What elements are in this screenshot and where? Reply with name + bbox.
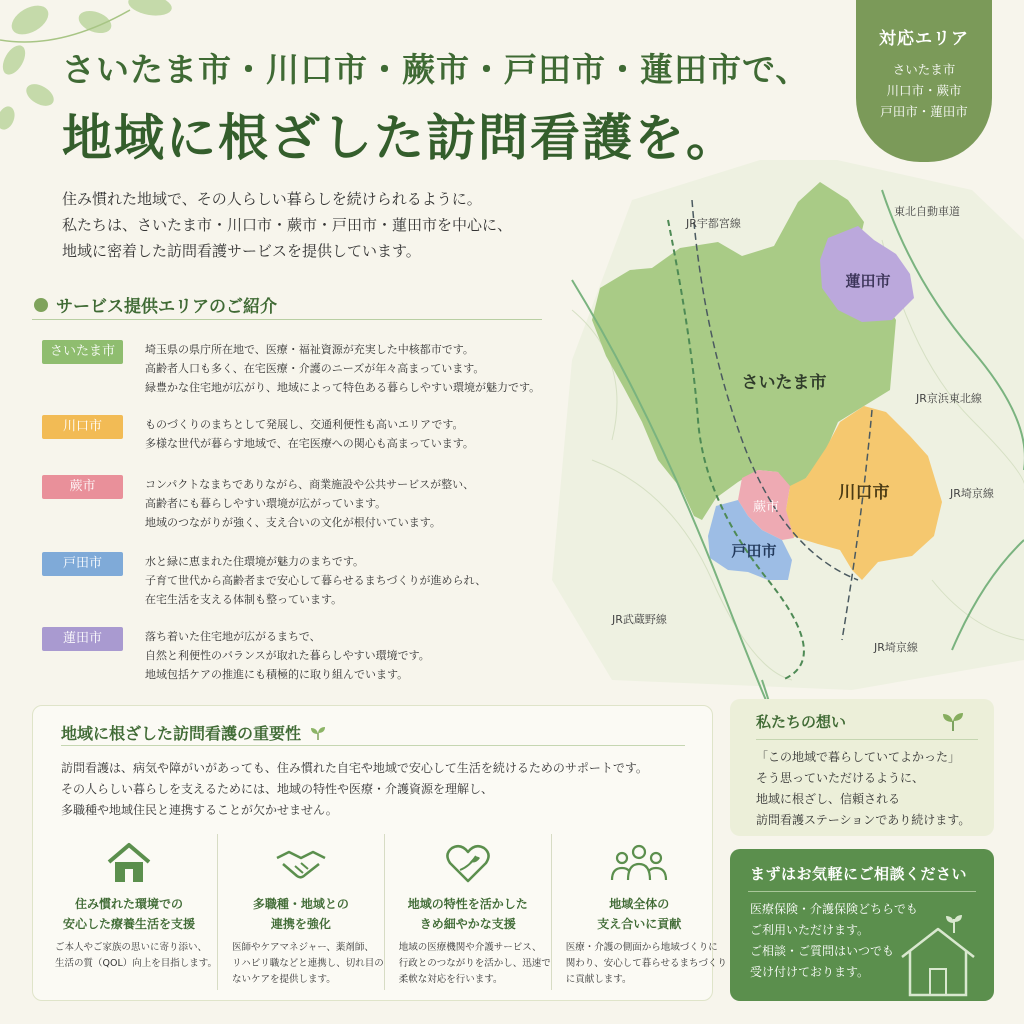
bullet-dot-icon — [34, 298, 48, 312]
rail-label: JR埼京線 — [950, 487, 994, 500]
feature-title-line: 支え合いに貢献 — [597, 917, 682, 931]
consult-line: ご相談・ご質問はいつでも — [750, 944, 895, 958]
feature-title-line: 多職種・地域との — [252, 897, 349, 911]
feature-item — [551, 834, 727, 990]
feature-desc-line: 柔軟な対応を行います。 — [398, 974, 503, 985]
city-desc-line: コンパクトなまちでありながら、商業施設や公共サービスが整い、 — [145, 478, 475, 491]
area-badge-line: 川口市・蕨市 — [886, 83, 962, 98]
headline-line1: さいたま市・川口市・蕨市・戸田市・蓮田市で、 — [62, 50, 810, 89]
city-desc-line: 自然と利便性のバランスが取れた暮らしやすい環境です。 — [145, 649, 430, 662]
importance-body — [61, 758, 648, 821]
city-desc — [145, 475, 474, 532]
sprout-icon — [309, 726, 327, 740]
feature-title — [218, 894, 384, 934]
consult-line: ご利用いただけます。 — [750, 923, 870, 937]
heart-leaf-icon — [444, 842, 492, 884]
city-desc-line: 在宅生活を支える体制も整っています。 — [145, 593, 343, 606]
divider — [756, 739, 978, 740]
feature-desc-line: 医師やケアマネジャー、薬剤師、 — [232, 942, 374, 953]
feature-desc-line: ないケアを提供します。 — [232, 974, 336, 985]
city-desc-line: 高齢者人口も多く、在宅医療・介護のニーズが年々高まっています。 — [145, 362, 485, 375]
city-desc-line: 落ち着いた住宅地が広がるまちで、 — [145, 630, 321, 643]
service-section-title-text: サービス提供エリアのご紹介 — [56, 297, 277, 317]
house-icon — [105, 842, 153, 884]
our-thoughts-line: 地域に根ざし、信頼される — [756, 792, 901, 806]
feature-desc — [218, 940, 384, 988]
city-desc — [145, 415, 474, 453]
rail-label: 東北自動車道 — [894, 205, 960, 218]
feature-title — [385, 894, 551, 934]
our-thoughts-title: 私たちの想い — [756, 713, 847, 731]
area-badge-list — [856, 59, 992, 122]
city-desc — [145, 627, 430, 684]
headline-line2: 地域に根ざした訪問看護を。 — [62, 108, 738, 167]
consult-line: 受け付けております。 — [750, 965, 870, 979]
importance-body-line: 多職種や地域住民と連携することが欠かせません。 — [61, 803, 338, 817]
our-thoughts-body — [756, 747, 970, 831]
city-desc-line: 地域包括ケアの推進にも積極的に取り組んでいます。 — [145, 668, 409, 681]
area-badge-line: さいたま市 — [892, 62, 956, 77]
feature-item — [217, 834, 384, 990]
map-label-warabi: 蕨市 — [752, 500, 780, 515]
rail-label: JR京浜東北線 — [916, 392, 982, 405]
sprout-icon — [940, 711, 966, 731]
feature-desc-line: リハビリ職などと連携し、切れ目の — [232, 958, 384, 969]
service-section-title — [32, 290, 542, 320]
our-thoughts-line: 「この地域で暮らしていてよかった」 — [756, 750, 961, 764]
feature-title — [552, 894, 727, 934]
city-desc — [145, 552, 486, 609]
feature-title-line: きめ細やかな支援 — [419, 917, 516, 931]
community-icon — [610, 842, 668, 884]
city-desc — [145, 340, 540, 397]
consult-line: 医療保険・介護保険どちらでも — [750, 902, 918, 916]
feature-desc-line: 生活の質（QOL）向上を目指します。 — [55, 958, 217, 969]
feature-desc-line: 行政とのつながりを活かし、迅速で — [398, 958, 551, 969]
feature-title — [41, 894, 217, 934]
city-desc-line: 水と緑に恵まれた住環境が魅力のまちです。 — [145, 555, 365, 568]
intro-line: 地域に密着した訪問看護サービスを提供しています。 — [62, 242, 421, 260]
consult-body — [750, 899, 918, 983]
area-badge — [856, 0, 992, 162]
rail-label: JR埼京線 — [874, 641, 918, 654]
feature-desc — [552, 940, 727, 988]
area-badge-title: 対応エリア — [879, 29, 969, 49]
rail-label: JR武蔵野線 — [612, 613, 667, 626]
importance-panel — [32, 705, 727, 1001]
importance-body-line: その人らしい暮らしを支えるためには、地域の特性や医療・介護資源を理解し、 — [61, 782, 494, 796]
map-label-kawaguchi: 川口市 — [838, 483, 890, 503]
importance-title-text: 地域に根ざした訪問看護の重要性 — [61, 724, 302, 743]
feature-list — [41, 834, 727, 990]
map-label-hasuda: 蓮田市 — [845, 272, 891, 290]
city-desc-line: 緑豊かな住宅地が広がり、地域によって特色ある暮らしやすい環境が魅力です。 — [145, 381, 541, 394]
feature-title-line: 安心した療養生活を支援 — [62, 917, 195, 931]
feature-desc-line: 医療・介護の側面から地域づくりに — [565, 942, 718, 953]
city-tag: さいたま市 — [42, 340, 123, 364]
feature-title-line: 住み慣れた環境での — [74, 897, 183, 911]
feature-title-line: 連携を強化 — [270, 917, 331, 931]
feature-title-line: 地域全体の — [609, 897, 670, 911]
rail-label: JR宇都宮線 — [686, 217, 741, 230]
city-tag: 戸田市 — [42, 552, 123, 576]
city-tag: 川口市 — [42, 415, 123, 439]
our-thoughts-line: そう思っていただけるように、 — [756, 771, 925, 785]
area-badge-line: 戸田市・蓮田市 — [880, 104, 968, 119]
intro-line: 私たちは、さいたま市・川口市・蕨市・戸田市・蓮田市を中心に、 — [62, 216, 513, 234]
intro-line: 住み慣れた地域で、その人らしい暮らしを続けられるように。 — [62, 190, 482, 208]
city-tag: 蓮田市 — [42, 627, 123, 651]
handshake-icon — [273, 844, 329, 884]
importance-title — [61, 720, 685, 746]
map-label-toda: 戸田市 — [731, 542, 777, 560]
map-label-saitama: さいたま市 — [741, 373, 827, 393]
intro-text — [62, 186, 582, 264]
feature-desc — [41, 940, 217, 972]
city-desc-line: 地域のつながりが強く、支え合いの文化が根付いています。 — [145, 516, 441, 529]
feature-desc-line: 地域の医療機関や介護サービス、 — [398, 942, 542, 953]
feature-item — [41, 834, 217, 990]
divider — [748, 891, 976, 892]
consult-title: まずはお気軽にご相談ください — [750, 865, 968, 883]
importance-body-line: 訪問看護は、病気や障がいがあっても、住み慣れた自宅や地域で安心して生活を続けるためのサポートです。 — [61, 761, 648, 775]
feature-desc — [385, 940, 551, 988]
our-thoughts-line: 訪問看護ステーションであり続けます。 — [756, 813, 971, 827]
feature-desc-line: ご本人やご家族の思いに寄り添い、 — [55, 942, 208, 953]
feature-desc-line: 関わり、安心して暮らせるまちづくり — [565, 958, 727, 969]
feature-desc-line: に貢献します。 — [565, 974, 632, 985]
city-desc-line: 埼玉県の県庁所在地で、医療・福祉資源が充実した中核都市です。 — [145, 343, 474, 356]
service-area-map — [552, 160, 1024, 700]
city-desc-line: 多様な世代が暮らす地域で、在宅医療への関心も高まっています。 — [145, 437, 474, 450]
feature-item — [384, 834, 551, 990]
city-desc-line: 子育て世代から高齢者まで安心して暮らせるまちづくりが進められ、 — [145, 574, 487, 587]
consult-panel — [730, 849, 994, 1001]
our-thoughts-panel — [730, 699, 994, 836]
city-desc-line: ものづくりのまちとして発展し、交通利便性も高いエリアです。 — [145, 418, 464, 431]
feature-title-line: 地域の特性を活かした — [407, 897, 528, 911]
city-tag: 蕨市 — [42, 475, 123, 499]
city-desc-line: 高齢者にも暮らしやすい環境が広がっています。 — [145, 497, 387, 510]
house-sprout-icon — [896, 913, 980, 997]
